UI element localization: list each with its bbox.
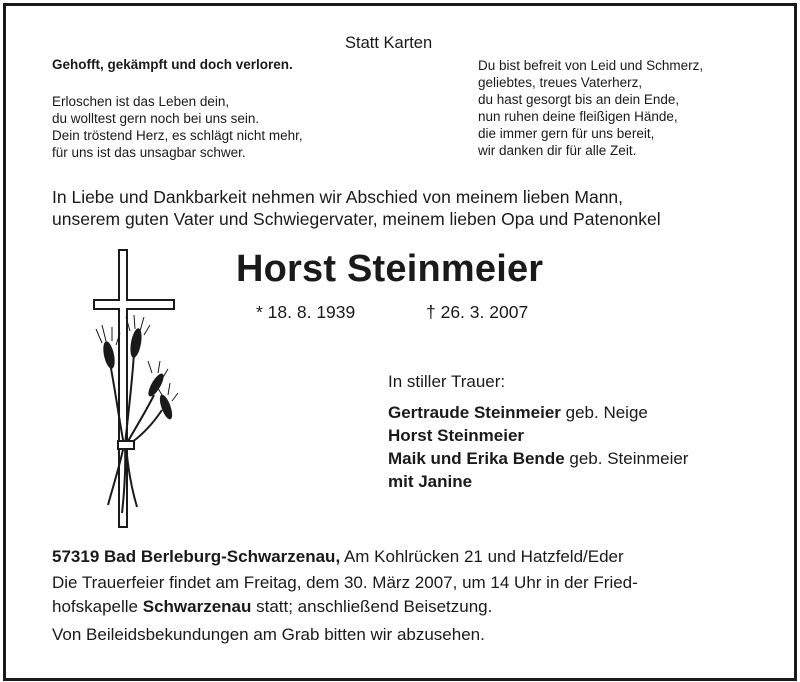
mourner-name: Horst Steinmeier xyxy=(388,426,525,445)
funeral-text: hofskapelle xyxy=(52,597,143,616)
mourner-entry xyxy=(388,447,688,470)
right-poem-line: Du bist befreit von Leid und Schmerz, xyxy=(478,58,704,73)
mourner-note: geb. Steinmeier xyxy=(564,449,689,468)
funeral-info-line: Die Trauerfeier findet am Freitag, dem 30. März 2007, um 14 Uhr in der Fried- xyxy=(52,573,638,592)
mourner-name: Maik und Erika Bende xyxy=(388,449,565,468)
funeral-info-line xyxy=(52,596,492,618)
mourner-name: Gertraude Steinmeier xyxy=(388,403,561,422)
mourner-entry xyxy=(388,401,648,424)
header-title: Statt Karten xyxy=(345,34,433,52)
right-poem-line: geliebtes, treues Vaterherz, xyxy=(478,75,643,90)
intro-line: unserem guten Vater und Schwiegervater, meinem lieben Opa und Patenonkel xyxy=(52,209,661,229)
left-poem-heading: Gehofft, gekämpft und doch verloren. xyxy=(52,57,293,72)
mourner-entry xyxy=(388,470,472,493)
birth-date: * 18. 8. 1939 xyxy=(256,302,356,322)
death-date: † 26. 3. 2007 xyxy=(426,302,529,322)
deceased-name: Horst Steinmeier xyxy=(236,248,544,290)
condolence-note: Von Beileidsbekundungen am Grab bitten wir abzusehen. xyxy=(52,625,485,644)
mourner-name: mit Janine xyxy=(388,472,473,491)
mourner-note: geb. Neige xyxy=(560,403,648,422)
right-poem-line: du hast gesorgt bis an dein Ende, xyxy=(478,92,680,107)
address-line xyxy=(52,546,624,568)
intro-line: In Liebe und Dankbarkeit nehmen wir Abschied von meinem lieben Mann, xyxy=(52,187,624,207)
address-street: Am Kohlrücken 21 und Hatzfeld/Eder xyxy=(340,547,624,566)
right-poem-line: nun ruhen deine fleißigen Hände, xyxy=(478,109,678,124)
mourner-entry xyxy=(388,424,524,447)
cross-with-wheat-icon xyxy=(82,245,192,535)
left-poem-line: Erloschen ist das Leben dein, xyxy=(52,94,230,109)
funeral-text: statt; anschließend Beisetzung. xyxy=(251,597,493,616)
left-poem-line: du wolltest gern noch bei uns sein. xyxy=(52,111,260,126)
right-poem-line: die immer gern für uns bereit, xyxy=(478,126,655,141)
address-place: 57319 Bad Berleburg-Schwarzenau, xyxy=(52,547,341,566)
left-poem-line: für uns ist das unsagbar schwer. xyxy=(52,145,246,160)
right-poem-line: wir danken dir für alle Zeit. xyxy=(478,143,637,158)
mourners-heading: In stiller Trauer: xyxy=(388,372,506,391)
left-poem-line: Dein tröstend Herz, es schlägt nicht mehr, xyxy=(52,128,303,143)
funeral-place: Schwarzenau xyxy=(142,597,252,616)
